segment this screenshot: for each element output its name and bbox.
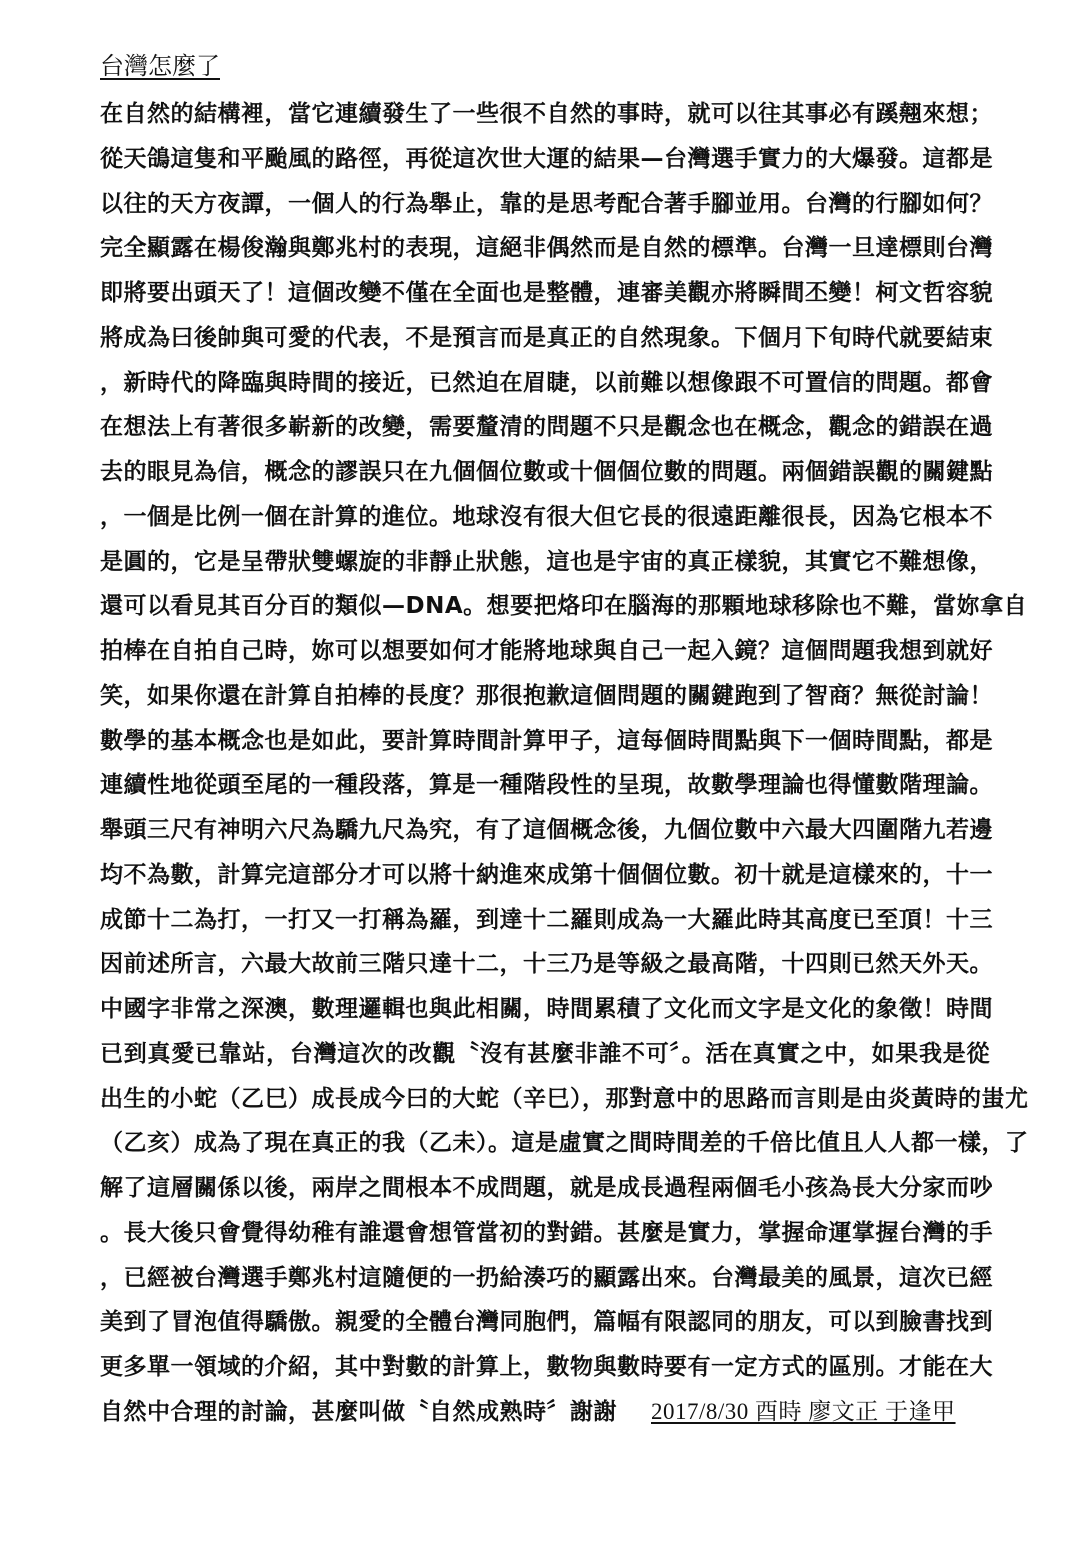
body-line-17: 舉頭三尺有神明六尺為驕九尺為究，有了這個概念後，九個位數中六最大四圍階九若邊: [100, 817, 993, 843]
body-line-8: 在想法上有著很多嶄新的改變，需要釐清的問題不只是觀念也在概念，觀念的錯誤在過: [100, 414, 993, 441]
body-line-9: 去的眼見為信，概念的謬誤只在九個個位數或十個個位數的問題。兩個錯誤觀的關鍵點: [100, 459, 993, 485]
body-line-27: ，已經被台灣選手鄭兆村這隨便的一扔給湊巧的顯露出來。台灣最美的風景，這次已經: [100, 1264, 993, 1291]
closing-text: 自然中合理的討論，甚麼叫做〝自然成熟時〞謝謝: [100, 1398, 617, 1425]
signature-date-author: 2017/8/30 酉時 廖文正 于逢甲: [651, 1398, 956, 1424]
body-line-10: ，一個是比例一個在計算的進位。地球沒有很大但它長的很遠距離很長，因為它根本不: [100, 503, 993, 530]
body-line-12: 還可以看見其百分百的類似—DNA。想要把烙印在腦海的那顆地球移除也不難，當妳拿自: [100, 593, 1028, 620]
body-line-2: 從天鴿這隻和平颱風的路徑，再從這次世大運的結果—台灣選手實力的大爆發。這都是: [100, 145, 993, 172]
body-line-11: 是圓的，它是呈帶狀雙螺旋的非靜止狀態，這也是宇宙的真正樣貌，其實它不難想像，: [100, 548, 993, 575]
body-line-22: 已到真愛已靠站，台灣這次的改觀〝沒有甚麼非誰不可〞。活在真實之中，如果我是從: [100, 1040, 990, 1067]
body-line-26: 。長大後只會覺得幼稚有誰還會想管當初的對錯。甚麼是實力，掌握命運掌握台灣的手: [100, 1219, 993, 1246]
body-line-21: 中國字非常之深澳，數理邏輯也與此相關，時間累積了文化而文字是文化的象徵！時間: [100, 996, 993, 1022]
body-line-16: 連續性地從頭至尾的一種段落，算是一種階段性的呈現，故數學理論也得懂數階理論。: [100, 772, 993, 799]
body-line-3: 以往的天方夜譚，一個人的行為舉止，靠的是思考配合著手腳並用。台灣的行腳如何？: [100, 190, 993, 217]
body-line-6: 將成為曰後帥與可愛的代表，不是預言而是真正的自然現象。下個月下旬時代就要結束: [100, 324, 993, 351]
article-body: [100, 92, 1029, 1435]
body-line-13: 拍棒在自拍自己時，妳可以想要如何才能將地球與自己一起入鏡？這個問題我想到就好: [100, 638, 993, 664]
page-title: 台灣怎麼了: [100, 52, 220, 80]
body-line-24: （乙亥）成為了現在真正的我（乙未）。這是虛實之間時間差的千倍比值且人人都一樣，了: [100, 1130, 1029, 1157]
body-line-15: 數學的基本概念也是如此，要計算時間計算甲子，這每個時間點與下一個時間點，都是: [100, 727, 993, 754]
body-line-1: 在自然的結構裡，當它連續發生了一些很不自然的事時，就可以往其事必有蹊翹來想；: [100, 101, 993, 127]
body-line-25: 解了這層關係以後，兩岸之間根本不成問題，就是成長過程兩個毛小孩為長大分家而吵: [100, 1175, 993, 1201]
body-line-14: 笑，如果你還在計算自拍棒的長度？那很抱歉這個問題的關鍵跑到了智商？無從討論！: [100, 682, 993, 709]
body-line-29: 更多單一領域的介紹，其中對數的計算上，數物與數時要有一定方式的區別。才能在大: [100, 1354, 993, 1380]
body-line-30: [100, 1390, 990, 1435]
body-line-4: 完全顯露在楊俊瀚與鄭兆村的表現，這絕非偶然而是自然的標準。台灣一旦達標則台灣: [100, 235, 993, 262]
body-line-28: 美到了冒泡值得驕傲。親愛的全體台灣同胞們，篇幅有限認同的朋友，可以到臉書找到: [100, 1309, 993, 1336]
body-line-23: 出生的小蛇（乙巳）成長成今曰的大蛇（辛巳），那對意中的思路而言則是由炎黃時的蚩尤: [100, 1085, 1029, 1112]
body-line-19: 成節十二為打，一打又一打稱為羅，到達十二羅則成為一大羅此時其高度已至頂！十三: [100, 906, 993, 933]
body-line-18: 均不為數，計算完這部分才可以將十納進來成第十個個位數。初十就是這樣來的，十一: [100, 861, 993, 888]
body-line-5: 即將要出頭天了！這個改變不僅在全面也是整體，連審美觀亦將瞬間丕變！柯文哲容貌: [100, 280, 993, 306]
body-line-20: 因前述所言，六最大故前三階只達十二，十三乃是等級之最高階，十四則已然天外天。: [100, 951, 993, 978]
body-line-7: ，新時代的降臨與時間的接近，已然迫在眉睫，以前難以想像跟不可置信的問題。都會: [100, 369, 993, 396]
